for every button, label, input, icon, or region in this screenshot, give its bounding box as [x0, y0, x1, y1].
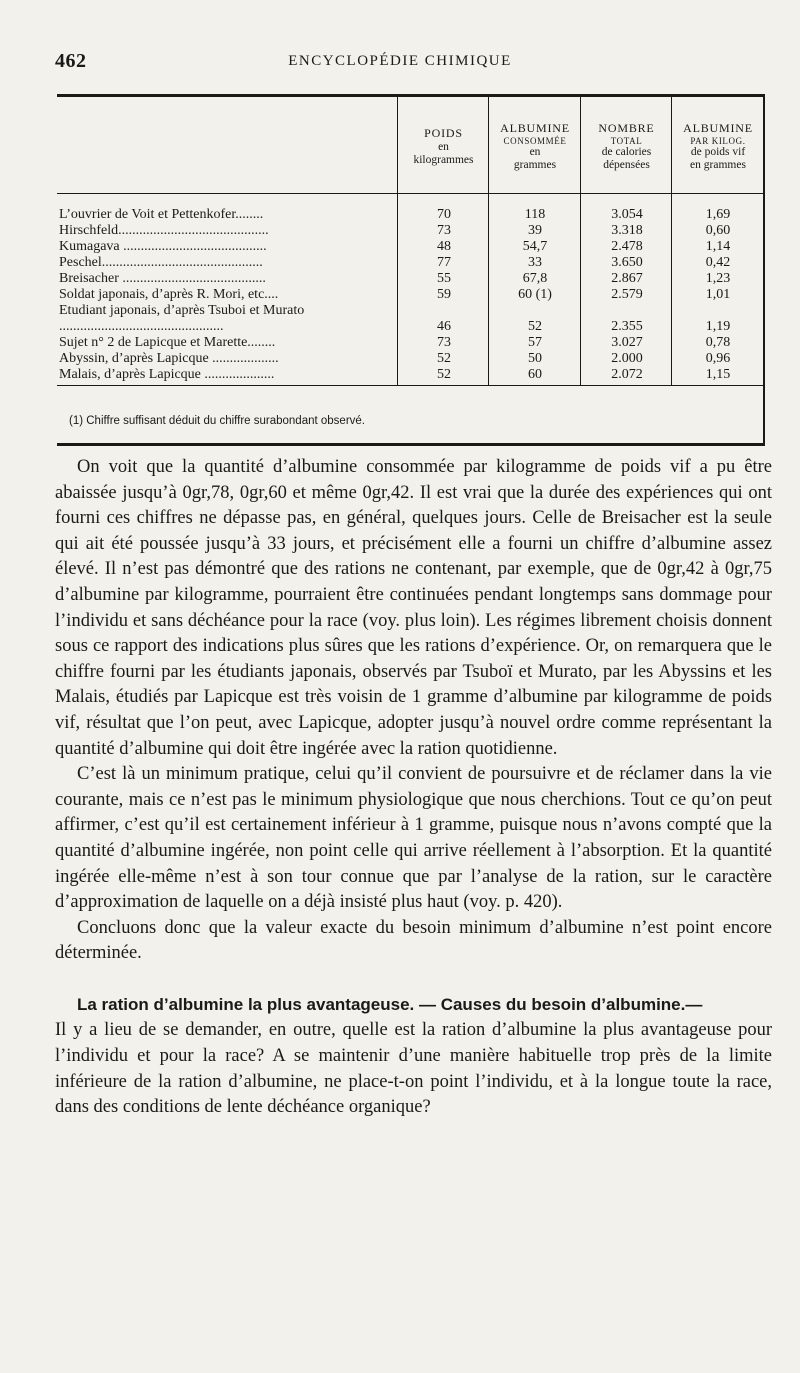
column-header-par-kilo — [673, 107, 763, 187]
column-header-line: de calories — [601, 145, 652, 158]
table-row — [57, 303, 763, 335]
column-header-line: TOTAL — [610, 135, 643, 146]
cell-poids: 59 — [437, 287, 451, 302]
cell-poids: 77 — [437, 255, 451, 270]
cell-poids: 73 — [437, 335, 451, 350]
body-text — [55, 455, 772, 1121]
table-footnote: (1) Chiffre suffisant déduit du chiffre surabondant observé. — [69, 415, 365, 427]
table-body — [57, 207, 763, 383]
column-header-line: POIDS — [424, 125, 463, 140]
row-label: Hirschfeld........................................... — [59, 223, 269, 238]
cell-calories: 3.318 — [611, 223, 643, 238]
table-row — [57, 223, 763, 239]
column-header-line: kilogrammes — [413, 153, 474, 166]
cell-calories: 3.650 — [611, 255, 643, 270]
section-heading-paragraph — [55, 992, 772, 1019]
data-table — [57, 94, 765, 446]
column-header-calories — [582, 107, 671, 187]
cell-albumine: 118 — [524, 207, 546, 222]
cell-albumine: 39 — [528, 223, 542, 238]
cell-par-kilo: 0,42 — [705, 255, 731, 270]
cell-par-kilo: 0,96 — [705, 351, 731, 366]
table-row — [57, 207, 763, 223]
cell-calories: 2.072 — [611, 367, 643, 382]
row-label: Sujet n° 2 de Lapicque et Marette........ — [59, 335, 276, 350]
cell-calories: 2.867 — [611, 271, 643, 286]
paragraph: On voit que la quantité d’albumine consommée par kilogramme de poids vif a pu être abaissée jusqu’à 0gr,78, 0gr,60 et même 0gr,42. Il est vrai que la durée des expériences qui ont fourni ces chiffres ne dépasse pas, en général, quelques jours. Celle de Breisacher est la seule qui ait été poussée jusqu’à 33 jours, et précisément elle a fourni un chiffre d’albumine assez élevé. Il n’est pas démontré que des rations ne contenant, par exemple, que de 0gr,42 à 0gr,75 d’albumine par kilogramme, pourraient être continuées pendant longtemps sans dommage pour l’individu et sans déchéance pour la race (voy. plus loin). Les régimes librement choisis donnent sous ce rapport des indications plus sûres que les rations d’expérience. Or, on remarquera que le chiffre fourni par les étudiants japonais, observés par Tsuboï et Murato, par les Abyssins et les Malais, étudiés par Lapicque est très voisin de 1 gramme d’albumine par kilogramme de poids vif, résultat que l’on peut, avec Lapicque, adopter jusqu’à nouvel ordre comme représentant la quantité d’albumine qui doit être ingérée avec la ration quotidienne. — [55, 457, 772, 759]
row-label: Kumagava ......................................... — [59, 239, 267, 254]
table-row — [57, 287, 763, 303]
cell-poids: 46 — [437, 319, 451, 334]
section-heading: La ration d’albumine la plus avantageuse. — Causes du besoin d’albumine.— — [77, 994, 703, 1014]
cell-par-kilo: 1,23 — [705, 271, 731, 286]
cell-albumine: 57 — [528, 335, 542, 350]
column-header-line: ALBUMINE — [500, 120, 570, 135]
cell-poids: 73 — [437, 223, 451, 238]
row-label: Soldat japonais, d’après R. Mori, etc.... — [59, 287, 279, 302]
cell-par-kilo: 1,19 — [705, 319, 731, 334]
cell-poids: 70 — [437, 207, 451, 222]
cell-calories: 2.000 — [611, 351, 643, 366]
row-label: Breisacher ......................................... — [59, 271, 266, 286]
cell-calories: 2.478 — [611, 239, 643, 254]
cell-calories: 3.027 — [611, 335, 643, 350]
cell-albumine: 60 — [528, 367, 542, 382]
row-label: Abyssin, d’après Lapicque ................... — [59, 351, 279, 366]
cell-albumine: 52 — [528, 319, 542, 334]
paragraph: Il y a lieu de se demander, en outre, quelle est la ration d’albumine la plus avantageuse pour l’individu et pour la race? A se maintenir d’une manière habituelle trop près de la limite inférieure de la ration d’albumine, ne place-t-on point l’individu, et à la longue toute la race, dans des conditions de lente déchéance organique? — [55, 1020, 772, 1118]
row-label: Peschel.............................................. — [59, 255, 263, 270]
cell-calories: 3.054 — [611, 207, 643, 222]
footer-rule — [57, 385, 763, 386]
table-row — [57, 367, 763, 383]
table-row — [57, 351, 763, 367]
column-header-line: en — [438, 140, 449, 153]
row-label: L’ouvrier de Voit et Pettenkofer........ — [59, 207, 264, 222]
cell-poids: 52 — [437, 367, 451, 382]
cell-poids: 55 — [437, 271, 451, 286]
column-header-albumine — [490, 107, 580, 187]
paragraph: Concluons donc que la valeur exacte du besoin minimum d’albumine n’est point encore déterminée. — [55, 917, 772, 964]
cell-par-kilo: 1,01 — [705, 287, 731, 302]
column-header-line: ALBUMINE — [683, 120, 753, 135]
cell-poids: 52 — [437, 351, 451, 366]
page-number: 462 — [55, 50, 87, 72]
column-header-line: grammes — [513, 159, 557, 172]
cell-par-kilo: 1,14 — [705, 239, 731, 254]
header-rule — [57, 193, 763, 194]
table-row — [57, 335, 763, 351]
column-header-line: NOMBRE — [598, 120, 655, 135]
table-row — [57, 271, 763, 287]
cell-par-kilo: 1,69 — [705, 207, 731, 222]
row-label: Malais, d’après Lapicque .................... — [59, 367, 275, 382]
column-header-line: en grammes — [690, 159, 746, 172]
cell-albumine: 60 (1) — [518, 287, 552, 302]
cell-poids: 48 — [437, 239, 451, 254]
cell-par-kilo: 0,78 — [705, 335, 731, 350]
column-header-line: dépensées — [603, 159, 650, 172]
row-label: Etudiant japonais, d’après Tsuboi et Murato ............................................... — [59, 303, 305, 334]
column-header-poids — [399, 107, 488, 187]
cell-albumine: 33 — [528, 255, 542, 270]
running-head: ENCYCLOPÉDIE CHIMIQUE — [288, 53, 512, 69]
column-header-line: de poids vif — [690, 145, 746, 158]
column-header-line: en — [529, 145, 541, 158]
cell-par-kilo: 1,15 — [705, 367, 731, 382]
cell-albumine: 67,8 — [522, 271, 548, 286]
cell-albumine: 54,7 — [522, 239, 548, 254]
cell-albumine: 50 — [528, 351, 542, 366]
cell-calories: 2.355 — [611, 319, 643, 334]
cell-calories: 2.579 — [611, 287, 643, 302]
column-header-line: PAR KILOG. — [690, 135, 746, 146]
cell-par-kilo: 0,60 — [705, 223, 731, 238]
table-row — [57, 255, 763, 271]
column-header-line: CONSOMMÉE — [503, 135, 567, 146]
paragraph: C’est là un minimum pratique, celui qu’il convient de poursuivre et de réclamer dans la vie courante, mais ce n’est pas le minimum physiologique que nous cherchions. Tout ce qu’on peut affirmer, c’est qu’il est certainement inférieur à 1 gramme, puisque nous n’avons compté que la quantité d’albumine ingérée, non point celle qui arrive réellement à l’absorption. Et la quantité ingérée elle-même n’est à son tour connue que par l’analyse de la ration, sur le caractère d’approximation de laquelle on a déjà insisté plus haut (voy. p. 420). — [55, 764, 772, 913]
table-row — [57, 239, 763, 255]
